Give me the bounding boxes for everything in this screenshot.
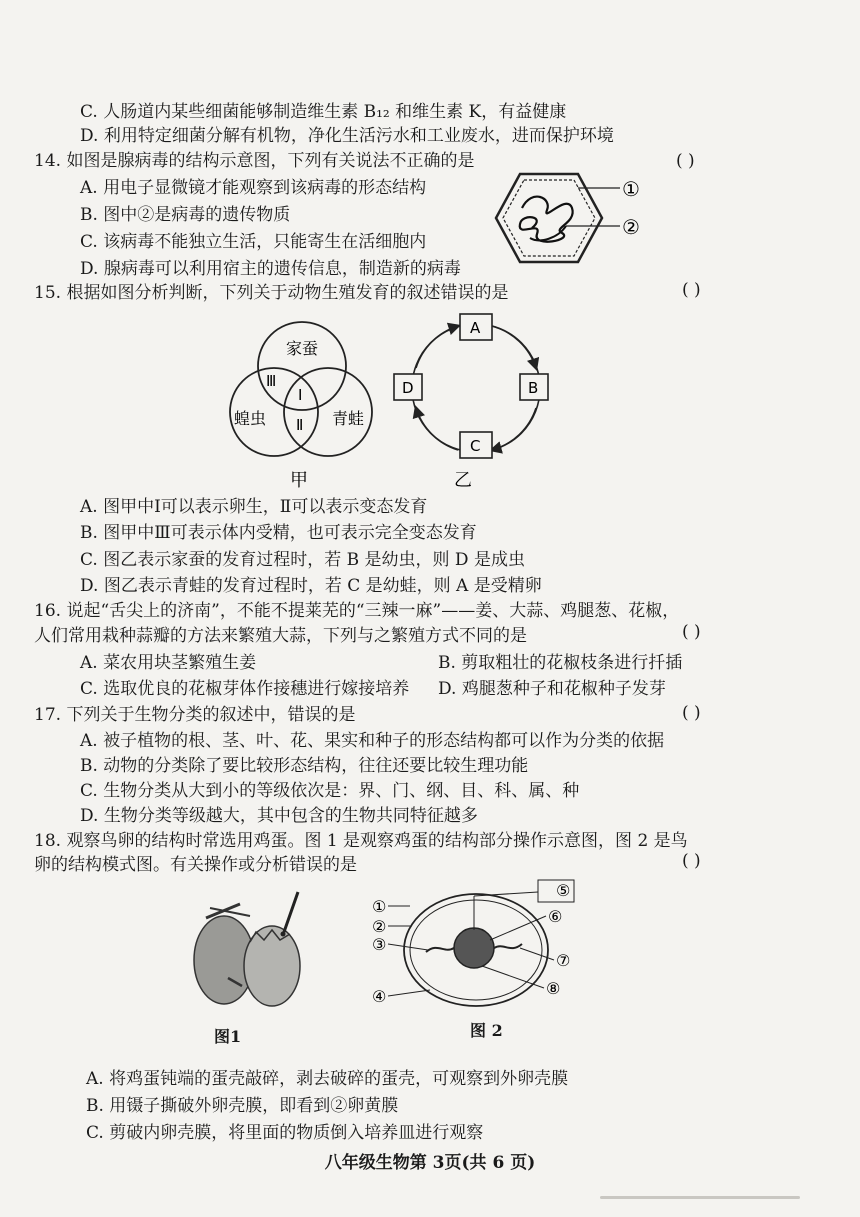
virus-label-1: ①	[622, 177, 640, 201]
cycle-node-a: A	[470, 319, 481, 337]
q14-stem: 14. 如图是腺病毒的结构示意图，下列有关说法不正确的是	[34, 151, 475, 171]
cycle-node-c: C	[470, 437, 481, 455]
venn-left-label: 蝗虫	[234, 409, 267, 428]
cycle-caption: 乙	[454, 470, 472, 491]
q18-stem-line1: 18. 观察鸟卵的结构时常选用鸡蛋。图 1 是观察鸡蛋的结构部分操作示意图，图 2 是鸟	[34, 831, 688, 851]
cycle-node-b: B	[528, 379, 539, 397]
q14-option-d: D. 腺病毒可以利用宿主的遗传信息，制造新的病毒	[80, 259, 461, 279]
egg-label-4: ④	[372, 987, 387, 1006]
q14-option-c: C. 该病毒不能独立生活，只能寄生在活细胞内	[80, 232, 427, 252]
q16-option-a: A. 菜农用块茎繁殖生姜	[80, 653, 257, 673]
venn-diagram	[228, 308, 388, 497]
figure-1-caption: 图1	[214, 1027, 242, 1046]
q18-stem-line2: 卵的结构模式图。有关操作或分析错误的是	[34, 855, 357, 875]
q14-answer-paren: ( )	[676, 151, 695, 171]
q15-answer-paren: ( )	[682, 280, 701, 300]
q18-option-c: C. 剪破内卵壳膜，将里面的物质倒入培养皿进行观察	[86, 1123, 484, 1143]
q17-option-d: D. 生物分类等级越大，其中包含的生物共同特征越多	[80, 806, 478, 826]
figure-2-caption: 图 2	[470, 1021, 503, 1040]
q18-option-a: A. 将鸡蛋钝端的蛋壳敲碎，剥去破碎的蛋壳，可观察到外卵壳膜	[86, 1069, 569, 1089]
q17-option-c: C. 生物分类从大到小的等级依次是：界、门、纲、目、科、属、种	[80, 781, 580, 801]
q13-option-c: C. 人肠道内某些细菌能够制造维生素 B₁₂ 和维生素 K，有益健康	[80, 102, 567, 122]
egg-operation-figure	[180, 886, 330, 1020]
cycle-node-d: D	[402, 379, 414, 397]
q18-option-b: B. 用镊子撕破外卵壳膜，即看到②卵黄膜	[86, 1096, 399, 1116]
egg-label-2: ②	[372, 917, 387, 936]
egg-label-7: ⑦	[556, 951, 571, 970]
venn-top-label: 家蚕	[286, 339, 319, 358]
q16-option-d: D. 鸡腿葱种子和花椒种子发芽	[438, 679, 666, 699]
q16-answer-paren: ( )	[682, 622, 701, 642]
egg-label-1: ①	[372, 897, 387, 916]
venn-caption: 甲	[290, 470, 308, 491]
q16-option-c: C. 选取优良的花椒芽体作接穗进行嫁接培养	[80, 679, 410, 699]
egg-label-3: ③	[372, 935, 387, 954]
page-footer: 八年级生物第 3页(共 6 页)	[324, 1153, 536, 1173]
venn-right-label: 青蛙	[332, 409, 365, 428]
q16-stem-line1: 16. 说起“舌尖上的济南”，不能不提莱芜的“三辣一麻”——姜、大蒜、鸡腿葱、花椒，	[34, 601, 680, 621]
bird-egg-structure-figure	[370, 878, 590, 1022]
q17-option-b: B. 动物的分类除了要比较形态结构，往往还要比较生理功能	[80, 756, 529, 776]
q15-option-c: C. 图乙表示家蚕的发育过程时，若 B 是幼虫，则 D 是成虫	[80, 550, 525, 570]
q16-option-b: B. 剪取粗壮的花椒枝条进行扦插	[438, 653, 683, 673]
scan-artifact-line	[600, 1196, 800, 1199]
q17-stem: 17. 下列关于生物分类的叙述中，错误的是	[34, 705, 356, 725]
q17-answer-paren: ( )	[682, 703, 701, 723]
q18-answer-paren: ( )	[682, 851, 701, 871]
q15-option-a: A. 图甲中Ⅰ可以表示卵生，Ⅱ可以表示变态发育	[80, 497, 428, 517]
egg-label-6: ⑥	[548, 907, 563, 926]
q13-option-d: D. 利用特定细菌分解有机物，净化生活污水和工业废水，进而保护环境	[80, 126, 614, 146]
life-cycle-diagram	[386, 310, 566, 499]
q17-option-a: A. 被子植物的根、茎、叶、花、果实和种子的形态结构都可以作为分类的依据	[80, 731, 665, 751]
q14-option-b: B. 图中②是病毒的遗传物质	[80, 205, 291, 225]
venn-region-2: Ⅱ	[296, 416, 304, 434]
egg-label-5: ⑤	[556, 881, 571, 900]
q15-option-b: B. 图甲中Ⅲ可表示体内受精，也可表示完全变态发育	[80, 523, 477, 543]
egg-label-8: ⑧	[546, 979, 561, 998]
q15-option-d: D. 图乙表示青蛙的发育过程时，若 C 是幼蛙，则 A 是受精卵	[80, 576, 542, 596]
adenovirus-figure	[492, 168, 662, 284]
q16-stem-line2: 人们常用栽种蒜瓣的方法来繁殖大蒜，下列与之繁殖方式不同的是	[34, 626, 527, 646]
q14-option-a: A. 用电子显微镜才能观察到该病毒的形态结构	[80, 178, 427, 198]
q15-stem: 15. 根据如图分析判断，下列关于动物生殖发育的叙述错误的是	[34, 283, 509, 303]
venn-region-3: Ⅲ	[266, 372, 277, 390]
venn-region-1: Ⅰ	[298, 386, 303, 404]
virus-label-2: ②	[622, 215, 640, 239]
